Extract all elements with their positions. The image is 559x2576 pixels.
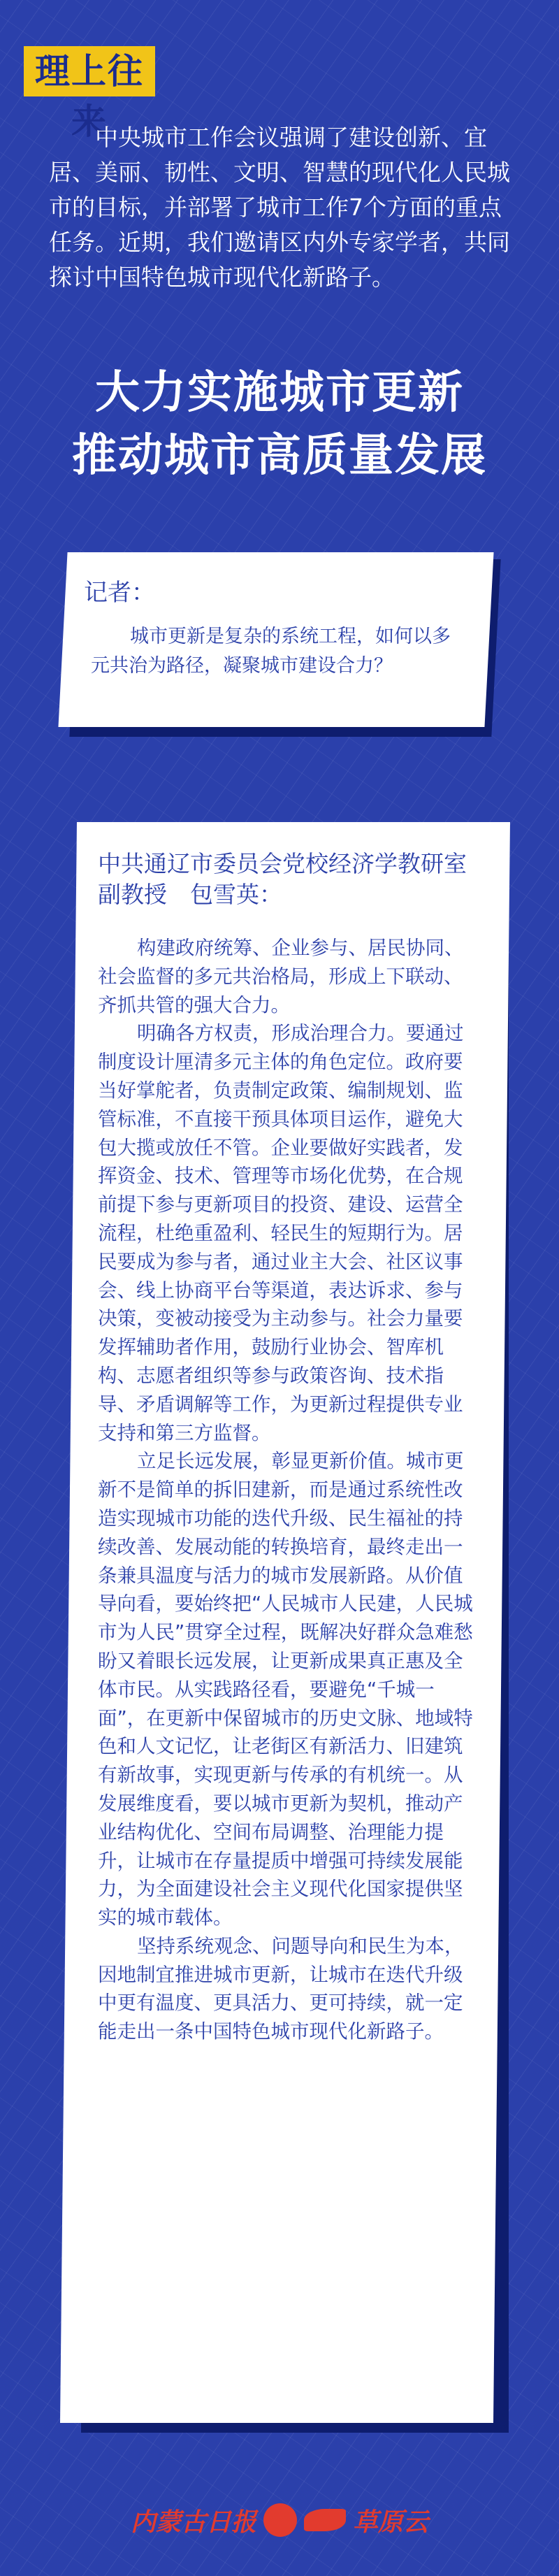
logo-right-text: 草原云 — [353, 2507, 429, 2537]
headline-line-2: 推动城市高质量发展 — [72, 430, 487, 482]
headline-line-1: 大力实施城市更新 — [95, 367, 464, 419]
section-tag: 理上往来 — [24, 46, 155, 96]
question-card — [58, 552, 493, 727]
grassland-cloud-logo-icon — [304, 2509, 346, 2531]
answer-paragraph: 立足长远发展，彰显更新价值。城市更新不是简单的拆旧建新，而是通过系统性改造实现城市功能的迭代升级、民生福祉的持续改善、发展动能的转换培育，最终走出一条兼具温度与活力的城市发展新路。从价值导向看，要始终把“人民城市人民建，人民城市为人民”贯穿全过程，既解决好群众急难愁盼又着眼长远发展，让更新成果真正惠及全体市民。从实践路径看，要避免“千城一面”，在更新中保留城市的历史文脉、地域特色和人文记忆，让老街区有新活力、旧建筑有新故事，实现更新与传承的有机统一。从发展维度看，要以城市更新为契机，推动产业结构优化、空间布局调整、治理能力提升，让城市在存量提质中增强可持续发展能力，为全面建设社会主义现代化国家提供坚实的城市载体。 — [98, 1450, 473, 1929]
answer-body — [98, 934, 475, 2046]
answer-speaker: 中共通辽市委员会党校经济学教研室副教授 包雪英： — [98, 850, 467, 908]
answer-paragraph: 坚持系统观念、问题导向和民生为本，因地制宜推进城市更新，让城市在迭代升级中更有温度、更具活力、更可持续，就一定能走出一条中国特色城市现代化新路子。 — [98, 1934, 464, 2043]
question-label: 记者： — [84, 579, 155, 607]
answer-paragraph: 明确各方权责，形成治理合力。要通过制度设计厘清多元主体的角色定位。政府要当好掌舵者，负责制定政策、编制规划、监管标准，不直接干预具体项目运作，避免大包大揽或放任不管。企业要做好实践者，发挥资金、技术、管理等市场化优势，在合规前提下参与更新项目的投资、建设、运营全流程，杜绝重盈利、轻民生的短期行为。居民要成为参与者，通过业主大会、社区议事会、线上协商平台等渠道，表达诉求、参与决策，变被动接受为主动参与。社会力量要发挥辅助者作用，鼓励行业协会、智库机构、志愿者组织等参与政策咨询、技术指导、矛盾调解等工作，为更新过程提供专业支持和第三方监督。 — [98, 1022, 464, 1444]
intro-paragraph: 中央城市工作会议强调了建设创新、宜居、美丽、韧性、文明、智慧的现代化人民城市的目标，并部署了城市工作7个方面的重点任务。近期，我们邀请区内外专家学者，共同探讨中国特色城市现代化新路子。 — [49, 124, 510, 291]
question-text: 城市更新是复杂的系统工程，如何以多元共治为路径，凝聚城市建设合力？ — [91, 626, 451, 677]
answer-card — [60, 822, 510, 2423]
answer-paragraph: 构建政府统筹、企业参与、居民协同、社会监督的多元共治格局，形成上下联动、齐抓共管的强大合力。 — [98, 937, 464, 1016]
newspaper-logo-icon — [263, 2503, 297, 2537]
logo-left-text: 内蒙古日报 — [130, 2507, 256, 2537]
footer-logo — [129, 2499, 430, 2541]
